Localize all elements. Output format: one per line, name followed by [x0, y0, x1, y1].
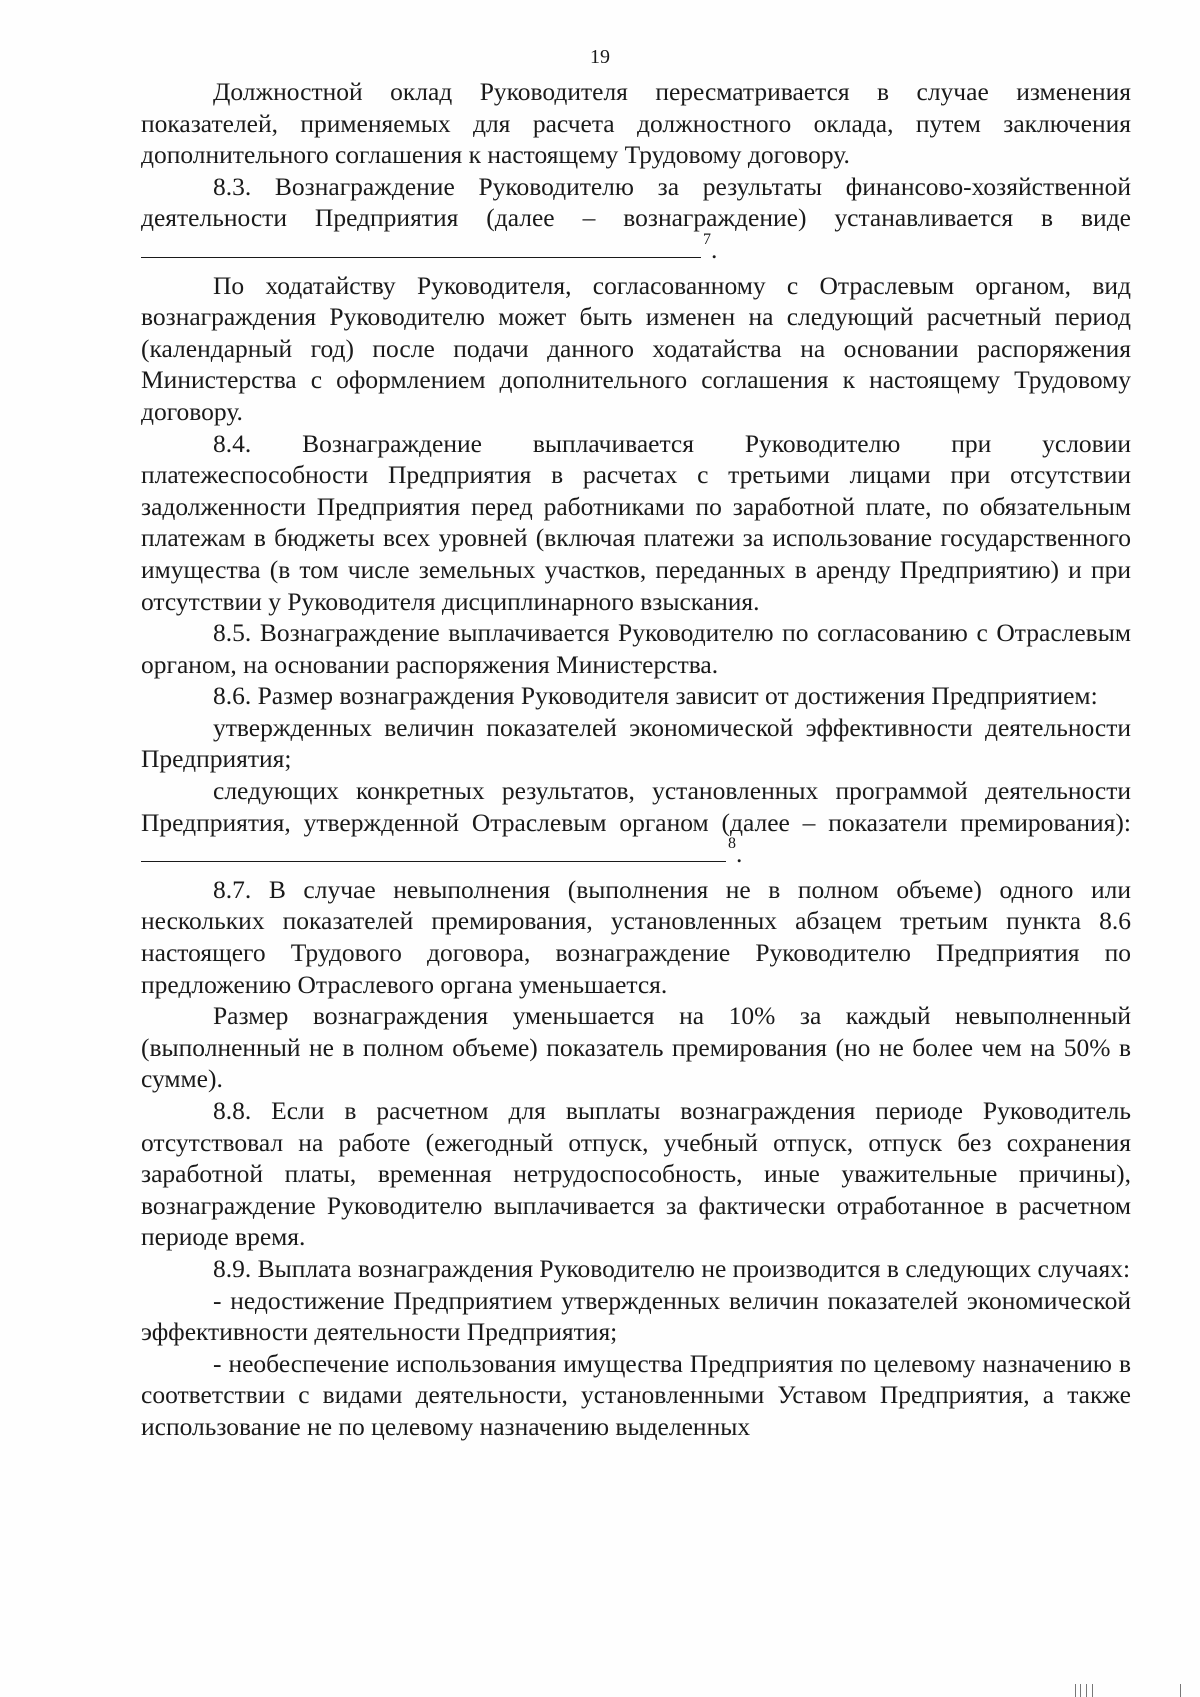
- fill-in-blank: [141, 235, 701, 258]
- paragraph-8-3-text: 8.3. Вознаграждение Руководителю за результаты финансово-хозяйственной деятельности Предприятия (далее – вознаграждение) устанавливается в виде: [141, 171, 1131, 233]
- paragraph-8-6: 8.6. Размер вознаграждения Руководителя зависит от достижения Предприятием:: [213, 681, 1098, 711]
- paragraph-8-9: 8.9. Выплата вознаграждения Руководителю не производится в следующих случаях:: [213, 1253, 1131, 1283]
- paragraph-8-6-item-1: утвержденных величин показателей экономической эффективности деятельности Предприятия;: [141, 712, 1131, 774]
- page-number: 19: [590, 46, 610, 68]
- paragraph-8-7: 8.7. В случае невыполнения (выполнения не в полном объеме) одного или нескольких показателей премирования, установленных абзацем третьим пункта 8.6 настоящего Трудового договора, вознаграждение Руководителю Предприятия по предложению Отраслевого органа уменьшается.: [141, 874, 1131, 999]
- scan-artifact: [1075, 1684, 1076, 1697]
- fill-in-blank: [141, 839, 726, 862]
- paragraph-8-6-item-2: следующих конкретных результатов, установленных программой деятельности Предприятия, утвержденной Отраслевым органом (далее – показатели премирования):$^8$.: [141, 776, 1131, 869]
- paragraph-8-5: 8.5. Вознаграждение выплачивается Руководителю по согласованию с Отраслевым органом, на основании распоряжения Министерства.: [141, 618, 1131, 679]
- paragraph-8-9-item-2: - необеспечение использования имущества Предприятия по целевому назначению в соответствии с видами деятельности, установленными Уставом Предприятия, а также использование не по целевому назначению выделенных: [141, 1348, 1131, 1441]
- paragraph-8-6-item-2-text: следующих конкретных результатов, установленных программой деятельности Предприятия, утвержденной Отраслевым органом (далее – показатели премирования):: [141, 776, 1131, 837]
- paragraph-8-3: 8.3. Вознаграждение Руководителю за результаты финансово-хозяйственной деятельности Предприятия (далее – вознаграждение) устанавливается в виде $^7$.: [141, 171, 1131, 264]
- document-body: [141, 76, 1131, 1443]
- scan-artifact: [1180, 1684, 1181, 1697]
- paragraph-salary-revision: Должностной оклад Руководителя пересматривается в случае изменения показателей, применяемых для расчета должностного оклада, путем заключения дополнительного соглашения к настоящему Трудовому договору.: [141, 77, 1131, 170]
- footnote-marker: 7: [703, 230, 711, 248]
- scan-artifact: [1080, 1684, 1081, 1697]
- paragraph-8-4: 8.4. Вознаграждение выплачивается Руководителю при условии платежеспособности Предприятия в расчетах с третьими лицами при отсутствии задолженности Предприятия перед работниками по заработной плате, по обязательным платежам в бюджеты всех уровней (включая платежи за использование государственного имущества (в том числе земельных участков, переданных в аренду Предприятию) и при отсутствии у Руководителя дисциплинарного взыскания.: [141, 428, 1131, 616]
- paragraph-reduction: Размер вознаграждения уменьшается на 10% за каждый невыполненный (выполненный не в полном объеме) показатель премирования (но не более чем на 50% в сумме).: [141, 1001, 1131, 1094]
- footnote-marker: 8: [728, 835, 736, 853]
- scan-artifact: [1086, 1684, 1087, 1697]
- paragraph-8-8: 8.8. Если в расчетном для выплаты вознаграждения периоде Руководитель отсутствовал на работе (ежегодный отпуск, учебный отпуск, отпуск без сохранения заработной платы, временная нетрудоспособность, иные уважительные причины), вознаграждение Руководителю выплачивается за фактически отработанное в расчетном периоде время.: [141, 1096, 1131, 1252]
- scan-artifact: [1092, 1684, 1093, 1697]
- paragraph-petition: По ходатайству Руководителя, согласованному с Отраслевым органом, вид вознаграждения Руководителю может быть изменен на следующий расчетный период (календарный год) после подачи данного ходатайства на основании распоряжения Министерства с оформлением дополнительного соглашения к настоящему Трудовому договору.: [141, 270, 1131, 426]
- paragraph-8-9-item-1: - недостижение Предприятием утвержденных величин показателей экономической эффективности деятельности Предприятия;: [141, 1285, 1131, 1347]
